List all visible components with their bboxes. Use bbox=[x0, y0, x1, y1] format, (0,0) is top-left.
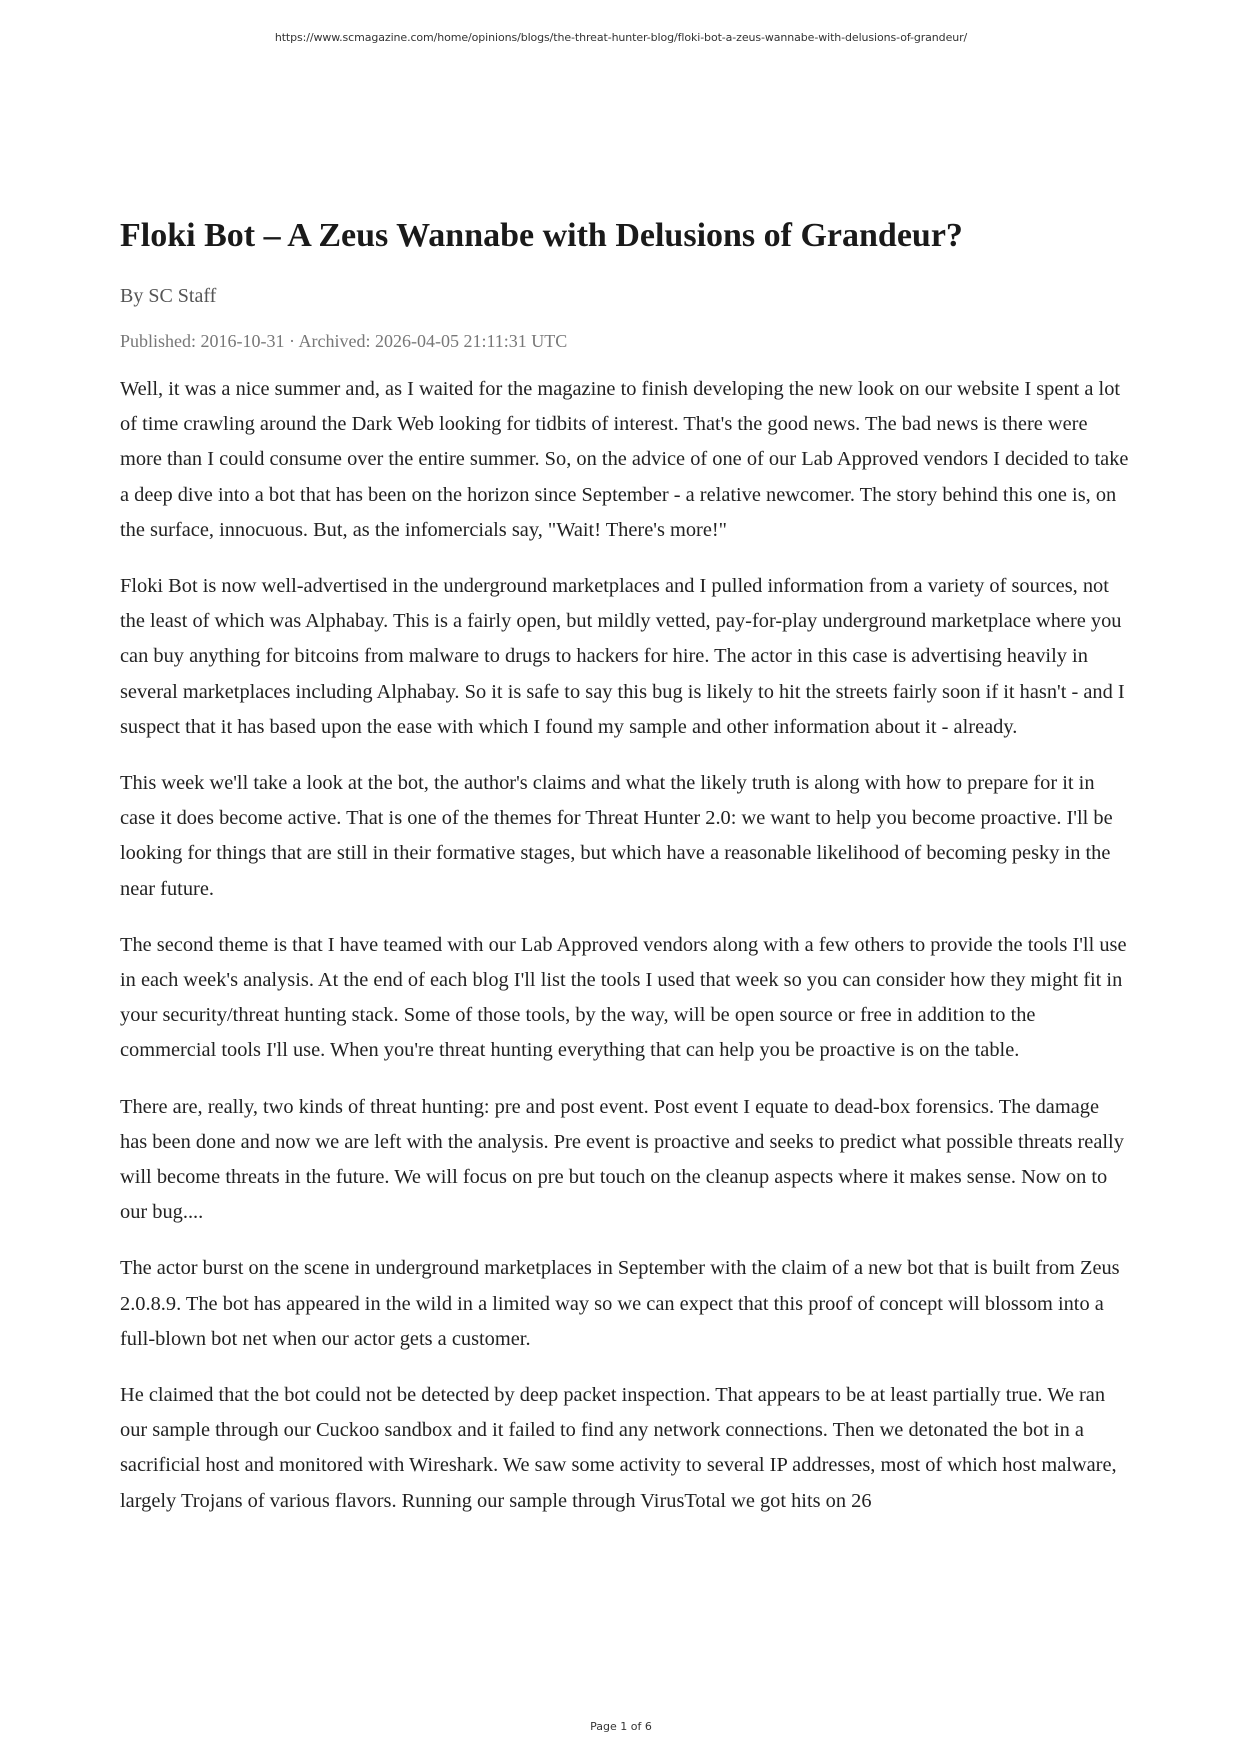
paragraph: There are, really, two kinds of threat hunting: pre and post event. Post event I equate to dead-box forensics. The damage has been done and now we are left with the analysis. Pre event is proactive and seeks to predict what possible threats really will become threats in the future. We will focus on pre but touch on the cleanup aspects where it makes sense. Now on to our bug.... bbox=[120, 1095, 1124, 1224]
page-number: Page 1 of 6 bbox=[590, 1720, 652, 1733]
paragraph: Floki Bot is now well-advertised in the underground marketplaces and I pulled information from a variety of sources, not the least of which was Alphabay. This is a fairly open, but mildly vetted, pay-for-play underground marketplace where you can buy anything for bitcoins from malware to drugs to hackers for hire. The actor in this case is advertising heavily in several marketplaces including Alphabay. So it is safe to say this bug is likely to hit the streets fairly soon if it hasn't - and I suspect that it has based upon the ease with which I found my sample and other information about it - already. bbox=[120, 575, 1125, 738]
paragraph: This week we'll take a look at the bot, the author's claims and what the likely truth is along with how to prepare for it in case it does become active. That is one of the themes for Threat Hunter 2.0: we want to help you become proactive. I'll be looking for things that are still in their formative stages, but which have a reasonable likelihood of becoming pesky in the near future. bbox=[120, 772, 1113, 900]
publish-meta: Published: 2016-10-31 · Archived: 2026-04-05 21:11:31 UTC bbox=[120, 331, 568, 351]
paragraph: The actor burst on the scene in underground marketplaces in September with the claim of a new bot that is built from Zeus 2.0.8.9. The bot has appeared in the wild in a limited way so we can expect that this proof of concept will blossom into a full-blown bot net when our actor gets a customer. bbox=[120, 1257, 1120, 1350]
paragraph: Well, it was a nice summer and, as I waited for the magazine to finish developing the new look on our website I spent a lot of time crawling around the Dark Web looking for tidbits of interest. That's the good news. The bad news is there were more than I could consume over the entire summer. So, on the advice of one of our Lab Approved vendors I decided to take a deep dive into a bot that has been on the horizon since September - a relative newcomer. The story behind this one is, on the surface, innocuous. But, as the infomercials say, "Wait! There's more!" bbox=[120, 378, 1129, 541]
source-url: https://www.scmagazine.com/home/opinions/blogs/the-threat-hunter-blog/floki-bot-a-zeus-wannabe-with-delusions-of-grandeur/ bbox=[274, 31, 968, 44]
paragraph: He claimed that the bot could not be detected by deep packet inspection. That appears to be at least partially true. We ran our sample through our Cuckoo sandbox and it failed to find any network connections. Then we detonated the bot in a sacrificial host and monitored with Wireshark. We saw some activity to several IP addresses, most of which host malware, largely Trojans of various flavors. Running our sample through VirusTotal we got hits on 26 bbox=[120, 1384, 1117, 1512]
paragraph: The second theme is that I have teamed with our Lab Approved vendors along with a few others to provide the tools I'll use in each week's analysis. At the end of each blog I'll list the tools I used that week so you can consider how they might fit in your security/threat hunting stack. Some of those tools, by the way, will be open source or free in addition to the commercial tools I'll use. When you're threat hunting everything that can help you be proactive is on the table. bbox=[120, 933, 1127, 1062]
article-title: Floki Bot – A Zeus Wannabe with Delusions of Grandeur? bbox=[120, 217, 963, 254]
byline: By SC Staff bbox=[120, 285, 217, 307]
article-body bbox=[120, 372, 1130, 1519]
article bbox=[120, 214, 1130, 1540]
